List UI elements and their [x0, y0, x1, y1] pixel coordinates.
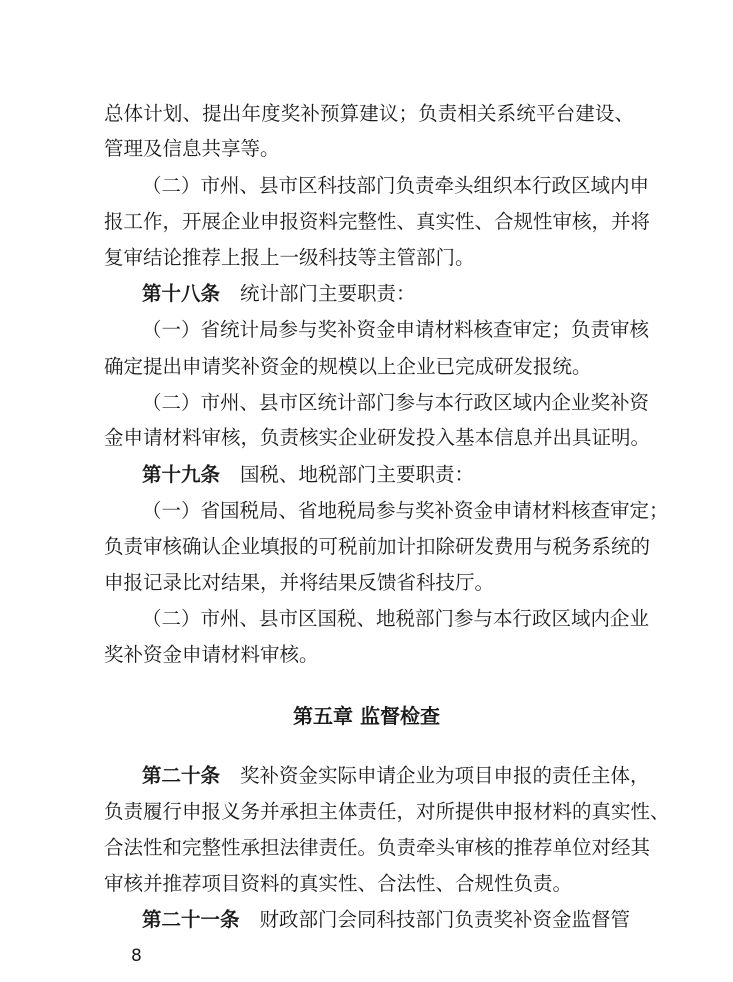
- text-line: 金申请材料审核，负责核实企业研发投入基本信息并出具证明。: [104, 426, 651, 449]
- text-line: （一）省国税局、省地税局参与奖补资金申请材料核查审定；: [142, 499, 669, 522]
- text-line: （二）市州、县市区科技部门负责牵头组织本行政区域内申: [142, 174, 650, 197]
- article-line: 第二十条 奖补资金实际申请企业为项目申报的责任主体，: [142, 764, 650, 787]
- text-line: 合法性和完整性承担法律责任。负责牵头审核的推荐单位对经其: [104, 836, 651, 859]
- text-line: 负责审核确认企业填报的可税前加计扣除研发费用与税务系统的: [104, 535, 651, 558]
- text-line: 确定提出申请奖补资金的规模以上企业已完成研发报统。: [104, 355, 592, 378]
- text-line: 管理及信息共享等。: [104, 137, 280, 160]
- article-number: 第十八条: [142, 282, 221, 305]
- article-line: 第二十一条 财政部门会同科技部门负责奖补资金监督管: [142, 908, 631, 931]
- text-line: （二）市州、县市区统计部门参与本行政区域内企业奖补资: [142, 391, 650, 414]
- text-line: （一）省统计局参与奖补资金申请材料核查审定；负责审核: [142, 318, 650, 341]
- text-line: 奖补资金申请材料审核。: [104, 643, 319, 666]
- text-line: 复审结论推荐上报上一级科技等主管部门。: [104, 246, 475, 269]
- page-number: 8: [131, 946, 142, 966]
- text-line: 报工作，开展企业申报资料完整性、真实性、合规性审核，并将: [104, 210, 651, 233]
- chapter-heading: 第五章 监督检查: [293, 704, 440, 728]
- article-line: 第十八条 统计部门主要职责：: [142, 282, 416, 305]
- article-number: 第二十条: [142, 764, 221, 787]
- text-line: 审核并推荐项目资料的真实性、合法性、合规性负责。: [104, 872, 573, 895]
- text-line: 申报记录比对结果，并将结果反馈省科技厅。: [104, 571, 495, 594]
- article-number: 第十九条: [142, 463, 221, 486]
- article-number: 第二十一条: [142, 908, 240, 931]
- text-line: （二）市州、县市区国税、地税部门参与本行政区域内企业: [142, 607, 650, 630]
- text-line: 负责履行申报义务并承担主体责任，对所提供申报材料的真实性、: [104, 800, 670, 823]
- text-line: 总体计划、提出年度奖补预算建议；负责相关系统平台建设、: [104, 102, 634, 125]
- article-line: 第十九条 国税、地税部门主要职责：: [142, 463, 475, 486]
